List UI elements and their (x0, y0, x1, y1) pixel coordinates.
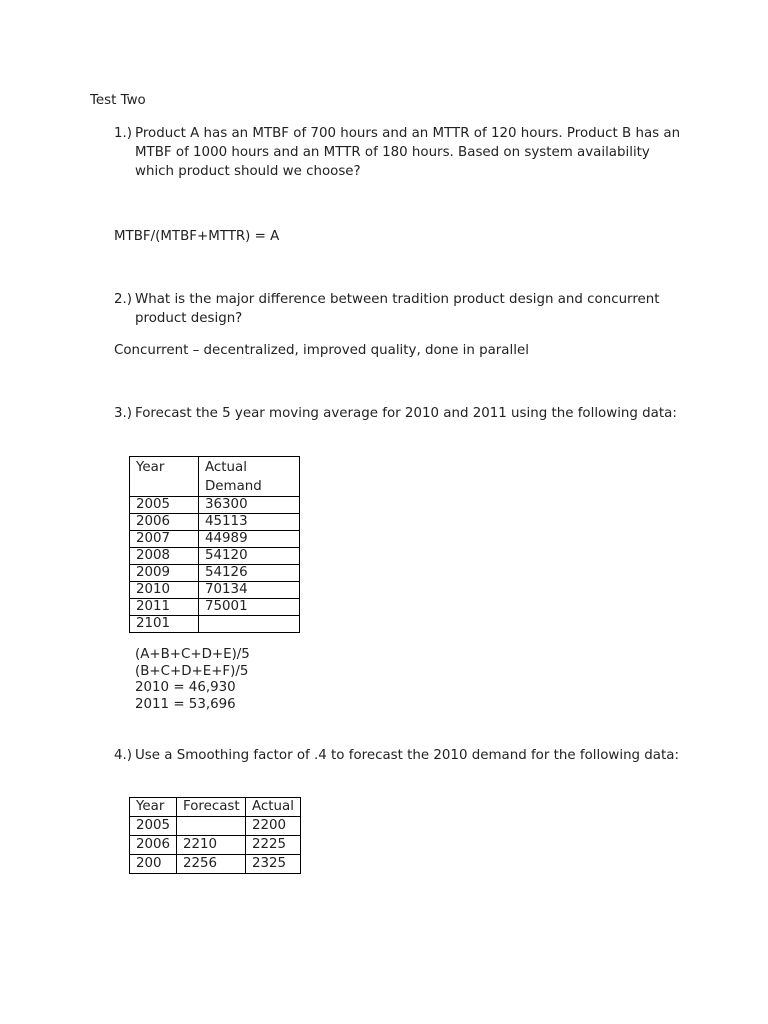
table-cell: 2005 (130, 497, 199, 514)
table-row (130, 531, 300, 548)
table-row (130, 817, 301, 836)
question-1-text: Product A has an MTBF of 700 hours and an MTTR of 120 hours. Product B has an MTBF of 1000 hours and an MTTR of 180 hours. Based on system availability which product should we choose? (135, 126, 681, 179)
table-cell: 2008 (130, 548, 199, 565)
calc-line: 2010 = 46,930 (135, 680, 236, 695)
table-row (130, 548, 300, 565)
table-cell: 70134 (199, 582, 300, 599)
table-cell: 2200 (246, 817, 301, 836)
calc-line: (B+C+D+E+F)/5 (135, 663, 249, 679)
table-row (130, 836, 301, 855)
calc-line: (A+B+C+D+E)/5 (135, 647, 250, 662)
table-cell: 2006 (130, 514, 199, 531)
table-row (130, 514, 300, 531)
table-row (130, 565, 300, 582)
question-3-text: Forecast the 5 year moving average for 2010 and 2011 using the following data: (135, 406, 677, 421)
table-cell: 2006 (130, 836, 177, 855)
question-2-answer: Concurrent – decentralized, improved quality, done in parallel (114, 343, 529, 358)
table-header-cell: Year (130, 457, 199, 497)
question-2-text: What is the major difference between tradition product design and concurrent product design? (135, 292, 660, 326)
table-cell: 36300 (199, 497, 300, 514)
table-header-cell: Year (130, 798, 177, 817)
question-4 (114, 746, 684, 765)
table-row (130, 616, 300, 633)
table-cell: 200 (130, 855, 177, 874)
table-cell: 2325 (246, 855, 301, 874)
table-cell: 2225 (246, 836, 301, 855)
table-cell (199, 616, 300, 633)
demand-table (129, 456, 300, 633)
table-cell: 54126 (199, 565, 300, 582)
question-4-number: 4.) (114, 748, 133, 763)
question-2-number: 2.) (114, 292, 133, 307)
table-cell (177, 817, 246, 836)
table-cell: 2007 (130, 531, 199, 548)
table-cell: 45113 (199, 514, 300, 531)
smoothing-table (129, 797, 301, 874)
table-header-cell: Actual Demand (199, 457, 300, 497)
table-header-cell: Actual (246, 798, 301, 817)
table-cell: 54120 (199, 548, 300, 565)
question-4-text: Use a Smoothing factor of .4 to forecast the 2010 demand for the following data: (135, 748, 679, 763)
table-cell: 2210 (177, 836, 246, 855)
table-header-row (130, 798, 301, 817)
table-cell: 75001 (199, 599, 300, 616)
question-1-number: 1.) (114, 126, 133, 141)
table-header-cell: Forecast (177, 798, 246, 817)
table-cell: 2011 (130, 599, 199, 616)
table-cell: 2256 (177, 855, 246, 874)
table-header-row (130, 457, 300, 497)
question-3-number: 3.) (114, 406, 133, 421)
table-row (130, 497, 300, 514)
question-3 (114, 404, 684, 423)
table-row (130, 582, 300, 599)
calc-line: 2011 = 53,696 (135, 696, 236, 712)
table-cell: 2010 (130, 582, 199, 599)
table-row (130, 599, 300, 616)
table-cell: 2005 (130, 817, 177, 836)
question-2 (114, 290, 684, 328)
table-cell: 44989 (199, 531, 300, 548)
table-cell: 2009 (130, 565, 199, 582)
question-1-answer: MTBF/(MTBF+MTTR) = A (114, 229, 280, 244)
table-cell: 2101 (130, 616, 199, 633)
page-title: Test Two (90, 93, 146, 108)
question-1 (114, 124, 684, 181)
moving-average-calculation (135, 647, 250, 713)
table-row (130, 855, 301, 874)
